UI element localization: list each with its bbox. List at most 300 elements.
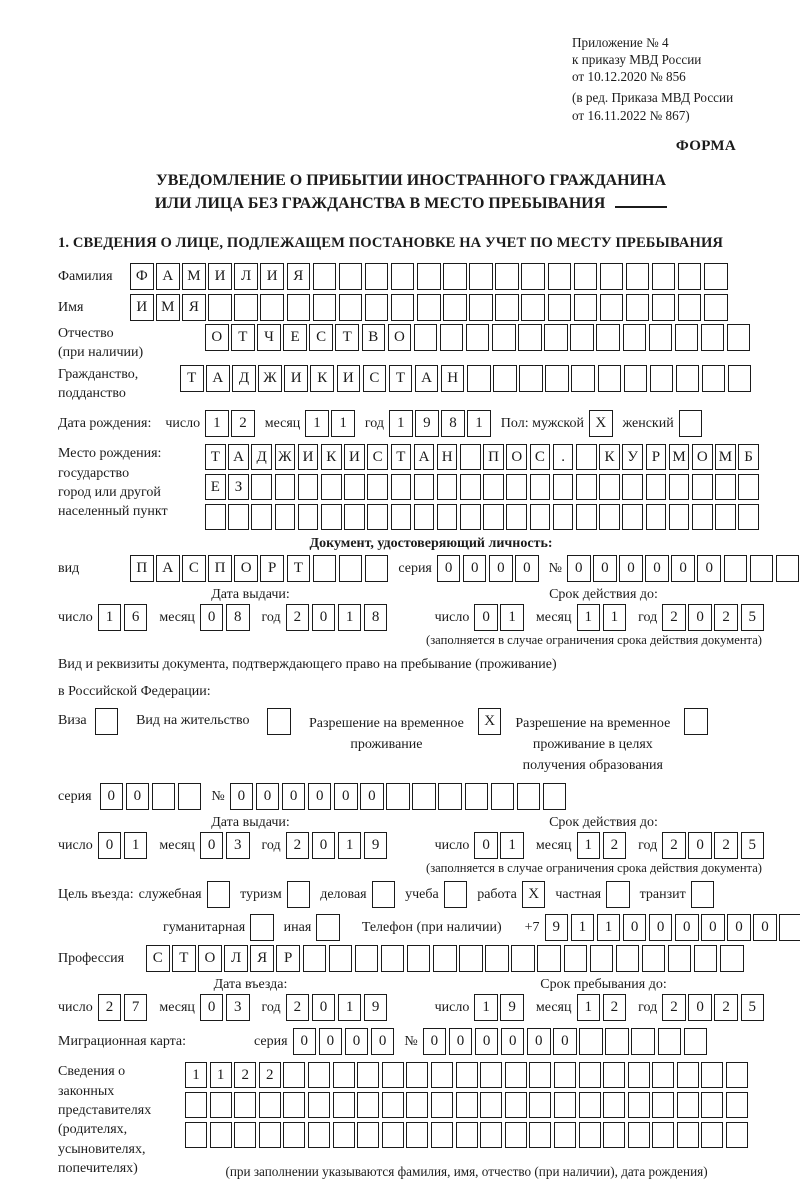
form-cell[interactable]: [365, 294, 389, 321]
form-cell[interactable]: Л: [224, 945, 248, 972]
form-cell[interactable]: [623, 324, 647, 351]
form-cell[interactable]: [576, 504, 597, 530]
form-cell[interactable]: [548, 263, 572, 290]
form-cell[interactable]: А: [156, 263, 180, 290]
form-cell[interactable]: [692, 474, 713, 500]
form-cell[interactable]: [658, 1028, 682, 1055]
form-cell[interactable]: [669, 504, 690, 530]
form-cell[interactable]: О: [506, 444, 527, 470]
form-cell[interactable]: 1: [338, 994, 362, 1021]
form-cell[interactable]: 0: [475, 1028, 499, 1055]
form-cell[interactable]: 0: [697, 555, 721, 582]
form-cell[interactable]: 8: [441, 410, 465, 437]
form-cell[interactable]: [437, 474, 458, 500]
form-cell[interactable]: Ж: [275, 444, 296, 470]
form-cell[interactable]: [600, 263, 624, 290]
form-cell[interactable]: [391, 294, 415, 321]
form-cell[interactable]: [506, 504, 527, 530]
form-cell[interactable]: 1: [500, 832, 524, 859]
form-cell[interactable]: Д: [232, 365, 256, 392]
form-cell[interactable]: [652, 294, 676, 321]
form-cell[interactable]: 2: [98, 994, 122, 1021]
form-cell[interactable]: 0: [319, 1028, 343, 1055]
form-cell[interactable]: 1: [577, 832, 601, 859]
form-cell[interactable]: П: [483, 444, 504, 470]
form-cell[interactable]: 0: [515, 555, 539, 582]
form-cell[interactable]: И: [260, 263, 284, 290]
form-cell[interactable]: 9: [545, 914, 569, 941]
form-cell[interactable]: [456, 1122, 478, 1148]
form-cell[interactable]: [414, 504, 435, 530]
form-cell[interactable]: [628, 1122, 650, 1148]
form-cell[interactable]: [382, 1062, 404, 1088]
form-cell[interactable]: .: [553, 444, 574, 470]
form-cell[interactable]: [554, 1092, 576, 1118]
form-cell[interactable]: [152, 783, 176, 810]
form-cell[interactable]: [495, 263, 519, 290]
form-cell[interactable]: [596, 324, 620, 351]
form-cell[interactable]: [339, 263, 363, 290]
form-cell[interactable]: [570, 324, 594, 351]
form-cell[interactable]: [652, 263, 676, 290]
form-cell[interactable]: [668, 945, 692, 972]
form-cell[interactable]: [417, 263, 441, 290]
form-cell[interactable]: [779, 914, 800, 941]
form-cell[interactable]: Я: [250, 945, 274, 972]
form-cell[interactable]: Р: [276, 945, 300, 972]
form-cell[interactable]: [210, 1092, 232, 1118]
form-cell[interactable]: [652, 1092, 674, 1118]
form-cell[interactable]: 2: [714, 604, 738, 631]
form-cell[interactable]: [603, 1122, 625, 1148]
form-cell[interactable]: [545, 365, 569, 392]
form-cell[interactable]: [579, 1028, 603, 1055]
form-cell[interactable]: [677, 1092, 699, 1118]
form-cell[interactable]: К: [321, 444, 342, 470]
form-cell[interactable]: [622, 504, 643, 530]
form-cell[interactable]: [303, 945, 327, 972]
form-cell[interactable]: [465, 783, 489, 810]
form-cell[interactable]: [675, 324, 699, 351]
form-cell[interactable]: [530, 474, 551, 500]
form-cell[interactable]: 1: [577, 604, 601, 631]
form-cell[interactable]: [372, 881, 396, 908]
form-cell[interactable]: [553, 504, 574, 530]
form-cell[interactable]: [483, 474, 504, 500]
form-cell[interactable]: [646, 474, 667, 500]
form-cell[interactable]: [579, 1122, 601, 1148]
form-cell[interactable]: [701, 324, 725, 351]
form-cell[interactable]: 0: [619, 555, 643, 582]
form-cell[interactable]: А: [206, 365, 230, 392]
form-cell[interactable]: 0: [701, 914, 725, 941]
form-cell[interactable]: 0: [126, 783, 150, 810]
form-cell[interactable]: И: [284, 365, 308, 392]
form-cell[interactable]: [517, 783, 541, 810]
form-cell[interactable]: [652, 1122, 674, 1148]
form-cell[interactable]: [344, 474, 365, 500]
form-cell[interactable]: [548, 294, 572, 321]
form-cell[interactable]: [367, 474, 388, 500]
form-cell[interactable]: [679, 410, 703, 437]
form-cell[interactable]: [480, 1122, 502, 1148]
form-cell[interactable]: 0: [688, 604, 712, 631]
form-cell[interactable]: [466, 324, 490, 351]
form-cell[interactable]: X: [478, 708, 502, 735]
form-cell[interactable]: 2: [662, 832, 686, 859]
form-cell[interactable]: [469, 263, 493, 290]
form-cell[interactable]: [283, 1122, 305, 1148]
form-cell[interactable]: [724, 555, 748, 582]
form-cell[interactable]: 0: [100, 783, 124, 810]
form-cell[interactable]: [738, 504, 759, 530]
form-cell[interactable]: 0: [293, 1028, 317, 1055]
form-cell[interactable]: [715, 504, 736, 530]
form-cell[interactable]: 0: [675, 914, 699, 941]
form-cell[interactable]: [599, 504, 620, 530]
form-cell[interactable]: [530, 504, 551, 530]
form-cell[interactable]: [505, 1122, 527, 1148]
form-cell[interactable]: 1: [205, 410, 229, 437]
form-cell[interactable]: М: [156, 294, 180, 321]
form-cell[interactable]: М: [182, 263, 206, 290]
form-cell[interactable]: [210, 1122, 232, 1148]
form-cell[interactable]: [684, 708, 708, 735]
form-cell[interactable]: С: [309, 324, 333, 351]
form-cell[interactable]: [678, 263, 702, 290]
form-cell[interactable]: 0: [567, 555, 591, 582]
form-cell[interactable]: С: [182, 555, 206, 582]
form-cell[interactable]: [677, 1062, 699, 1088]
form-cell[interactable]: 0: [501, 1028, 525, 1055]
form-cell[interactable]: 2: [714, 994, 738, 1021]
form-cell[interactable]: 3: [226, 994, 250, 1021]
form-cell[interactable]: Р: [646, 444, 667, 470]
form-cell[interactable]: [480, 1092, 502, 1118]
form-cell[interactable]: [316, 914, 340, 941]
form-cell[interactable]: Т: [335, 324, 359, 351]
form-cell[interactable]: [776, 555, 800, 582]
form-cell[interactable]: [333, 1092, 355, 1118]
form-cell[interactable]: [382, 1092, 404, 1118]
form-cell[interactable]: [691, 881, 715, 908]
form-cell[interactable]: [275, 474, 296, 500]
form-cell[interactable]: [437, 504, 458, 530]
form-cell[interactable]: 9: [364, 994, 388, 1021]
form-cell[interactable]: Т: [180, 365, 204, 392]
form-cell[interactable]: [726, 1122, 748, 1148]
form-cell[interactable]: 0: [282, 783, 306, 810]
form-cell[interactable]: 1: [185, 1062, 207, 1088]
form-cell[interactable]: [417, 294, 441, 321]
form-cell[interactable]: О: [198, 945, 222, 972]
form-cell[interactable]: [259, 1092, 281, 1118]
form-cell[interactable]: 0: [334, 783, 358, 810]
form-cell[interactable]: И: [130, 294, 154, 321]
form-cell[interactable]: 2: [231, 410, 255, 437]
form-cell[interactable]: 1: [124, 832, 148, 859]
form-cell[interactable]: [365, 555, 389, 582]
form-cell[interactable]: 1: [389, 410, 413, 437]
form-cell[interactable]: [456, 1092, 478, 1118]
form-cell[interactable]: [308, 1062, 330, 1088]
form-cell[interactable]: [491, 783, 515, 810]
form-cell[interactable]: [412, 783, 436, 810]
form-cell[interactable]: [234, 1122, 256, 1148]
form-cell[interactable]: [391, 504, 412, 530]
form-cell[interactable]: X: [522, 881, 546, 908]
form-cell[interactable]: [652, 1062, 674, 1088]
form-cell[interactable]: Ч: [257, 324, 281, 351]
form-cell[interactable]: [283, 1092, 305, 1118]
form-cell[interactable]: 1: [467, 410, 491, 437]
form-cell[interactable]: А: [414, 444, 435, 470]
form-cell[interactable]: [564, 945, 588, 972]
form-cell[interactable]: [606, 881, 630, 908]
form-cell[interactable]: [600, 294, 624, 321]
form-cell[interactable]: [726, 1062, 748, 1088]
form-cell[interactable]: [443, 263, 467, 290]
form-cell[interactable]: [440, 324, 464, 351]
form-cell[interactable]: 1: [474, 994, 498, 1021]
form-cell[interactable]: [267, 708, 291, 735]
form-cell[interactable]: 9: [364, 832, 388, 859]
form-cell[interactable]: О: [692, 444, 713, 470]
form-cell[interactable]: Я: [287, 263, 311, 290]
form-cell[interactable]: М: [669, 444, 690, 470]
form-cell[interactable]: [260, 294, 284, 321]
form-cell[interactable]: [537, 945, 561, 972]
form-cell[interactable]: [438, 783, 462, 810]
form-cell[interactable]: [407, 945, 431, 972]
form-cell[interactable]: В: [362, 324, 386, 351]
form-cell[interactable]: [701, 1122, 723, 1148]
form-cell[interactable]: [382, 1122, 404, 1148]
form-cell[interactable]: [529, 1062, 551, 1088]
form-cell[interactable]: [628, 1062, 650, 1088]
form-cell[interactable]: [590, 945, 614, 972]
form-cell[interactable]: [554, 1122, 576, 1148]
form-cell[interactable]: Ф: [130, 263, 154, 290]
form-cell[interactable]: Т: [172, 945, 196, 972]
form-cell[interactable]: 0: [553, 1028, 577, 1055]
form-cell[interactable]: 6: [124, 604, 148, 631]
form-cell[interactable]: [321, 504, 342, 530]
form-cell[interactable]: [720, 945, 744, 972]
form-cell[interactable]: 1: [305, 410, 329, 437]
form-cell[interactable]: 0: [671, 555, 695, 582]
form-cell[interactable]: [529, 1122, 551, 1148]
form-cell[interactable]: О: [388, 324, 412, 351]
form-cell[interactable]: 0: [474, 832, 498, 859]
form-cell[interactable]: З: [228, 474, 249, 500]
form-cell[interactable]: [704, 263, 728, 290]
form-cell[interactable]: [298, 474, 319, 500]
form-cell[interactable]: [684, 1028, 708, 1055]
form-cell[interactable]: [574, 294, 598, 321]
form-cell[interactable]: [603, 1092, 625, 1118]
form-cell[interactable]: [579, 1092, 601, 1118]
form-cell[interactable]: [519, 365, 543, 392]
form-cell[interactable]: 0: [423, 1028, 447, 1055]
form-cell[interactable]: [456, 1062, 478, 1088]
form-cell[interactable]: [701, 1062, 723, 1088]
form-cell[interactable]: П: [208, 555, 232, 582]
form-cell[interactable]: 0: [256, 783, 280, 810]
form-cell[interactable]: [391, 263, 415, 290]
form-cell[interactable]: [694, 945, 718, 972]
form-cell[interactable]: [406, 1092, 428, 1118]
form-cell[interactable]: Б: [738, 444, 759, 470]
form-cell[interactable]: И: [208, 263, 232, 290]
form-cell[interactable]: [715, 474, 736, 500]
form-cell[interactable]: 2: [603, 994, 627, 1021]
form-cell[interactable]: [259, 1122, 281, 1148]
form-cell[interactable]: [727, 324, 751, 351]
form-cell[interactable]: А: [156, 555, 180, 582]
form-cell[interactable]: 5: [741, 994, 765, 1021]
form-cell[interactable]: [414, 324, 438, 351]
form-cell[interactable]: [308, 1122, 330, 1148]
form-cell[interactable]: [185, 1122, 207, 1148]
form-cell[interactable]: [574, 263, 598, 290]
form-cell[interactable]: 0: [200, 994, 224, 1021]
form-cell[interactable]: 2: [286, 994, 310, 1021]
form-cell[interactable]: [431, 1122, 453, 1148]
form-cell[interactable]: [275, 504, 296, 530]
form-cell[interactable]: А: [228, 444, 249, 470]
form-cell[interactable]: [339, 555, 363, 582]
form-cell[interactable]: 1: [597, 914, 621, 941]
form-cell[interactable]: [287, 294, 311, 321]
form-cell[interactable]: [483, 504, 504, 530]
form-cell[interactable]: [355, 945, 379, 972]
form-cell[interactable]: Н: [437, 444, 458, 470]
form-cell[interactable]: 0: [98, 832, 122, 859]
form-cell[interactable]: О: [234, 555, 258, 582]
form-cell[interactable]: [750, 555, 774, 582]
form-cell[interactable]: [287, 881, 311, 908]
form-cell[interactable]: [333, 1122, 355, 1148]
form-cell[interactable]: М: [715, 444, 736, 470]
form-cell[interactable]: 0: [200, 604, 224, 631]
form-cell[interactable]: [460, 444, 481, 470]
form-cell[interactable]: [178, 783, 202, 810]
form-cell[interactable]: 1: [603, 604, 627, 631]
form-cell[interactable]: 0: [312, 604, 336, 631]
form-cell[interactable]: П: [130, 555, 154, 582]
form-cell[interactable]: [678, 294, 702, 321]
form-cell[interactable]: [626, 263, 650, 290]
form-cell[interactable]: [431, 1062, 453, 1088]
form-cell[interactable]: [505, 1092, 527, 1118]
form-cell[interactable]: Т: [391, 444, 412, 470]
form-cell[interactable]: Е: [205, 474, 226, 500]
form-cell[interactable]: [529, 1092, 551, 1118]
form-cell[interactable]: [616, 945, 640, 972]
form-cell[interactable]: [702, 365, 726, 392]
form-cell[interactable]: [511, 945, 535, 972]
form-cell[interactable]: О: [205, 324, 229, 351]
form-cell[interactable]: 2: [286, 832, 310, 859]
form-cell[interactable]: И: [298, 444, 319, 470]
form-cell[interactable]: [631, 1028, 655, 1055]
form-cell[interactable]: 0: [230, 783, 254, 810]
form-cell[interactable]: [692, 504, 713, 530]
form-cell[interactable]: 1: [577, 994, 601, 1021]
form-cell[interactable]: 2: [234, 1062, 256, 1088]
form-cell[interactable]: 1: [571, 914, 595, 941]
form-cell[interactable]: У: [622, 444, 643, 470]
form-cell[interactable]: [738, 474, 759, 500]
form-cell[interactable]: 0: [437, 555, 461, 582]
form-cell[interactable]: [365, 263, 389, 290]
form-cell[interactable]: [669, 474, 690, 500]
form-cell[interactable]: 1: [338, 604, 362, 631]
form-cell[interactable]: [357, 1122, 379, 1148]
form-cell[interactable]: [553, 474, 574, 500]
form-cell[interactable]: 1: [331, 410, 355, 437]
form-cell[interactable]: И: [337, 365, 361, 392]
form-cell[interactable]: 0: [371, 1028, 395, 1055]
form-cell[interactable]: [495, 294, 519, 321]
form-cell[interactable]: Ж: [258, 365, 282, 392]
form-cell[interactable]: 0: [649, 914, 673, 941]
form-cell[interactable]: [544, 324, 568, 351]
form-cell[interactable]: [433, 945, 457, 972]
form-cell[interactable]: [467, 365, 491, 392]
form-cell[interactable]: [649, 324, 673, 351]
form-cell[interactable]: [506, 474, 527, 500]
form-cell[interactable]: 0: [753, 914, 777, 941]
form-cell[interactable]: Т: [287, 555, 311, 582]
form-cell[interactable]: [308, 1092, 330, 1118]
form-cell[interactable]: 3: [226, 832, 250, 859]
form-cell[interactable]: 0: [200, 832, 224, 859]
form-cell[interactable]: И: [344, 444, 365, 470]
form-cell[interactable]: [234, 1092, 256, 1118]
form-cell[interactable]: Я: [182, 294, 206, 321]
form-cell[interactable]: [205, 504, 226, 530]
form-cell[interactable]: 0: [688, 832, 712, 859]
form-cell[interactable]: [521, 294, 545, 321]
form-cell[interactable]: [518, 324, 542, 351]
form-cell[interactable]: А: [415, 365, 439, 392]
form-cell[interactable]: [485, 945, 509, 972]
form-cell[interactable]: [605, 1028, 629, 1055]
form-cell[interactable]: [207, 881, 231, 908]
form-cell[interactable]: [431, 1092, 453, 1118]
form-cell[interactable]: 0: [688, 994, 712, 1021]
form-cell[interactable]: [701, 1092, 723, 1118]
form-cell[interactable]: [599, 474, 620, 500]
form-cell[interactable]: [646, 504, 667, 530]
form-cell[interactable]: 7: [124, 994, 148, 1021]
form-cell[interactable]: [704, 294, 728, 321]
form-cell[interactable]: [313, 294, 337, 321]
form-cell[interactable]: X: [589, 410, 613, 437]
form-cell[interactable]: [728, 365, 752, 392]
form-cell[interactable]: 0: [474, 604, 498, 631]
form-cell[interactable]: 0: [645, 555, 669, 582]
form-cell[interactable]: [521, 263, 545, 290]
form-cell[interactable]: С: [363, 365, 387, 392]
form-cell[interactable]: [598, 365, 622, 392]
form-cell[interactable]: [726, 1092, 748, 1118]
form-cell[interactable]: [250, 914, 274, 941]
form-cell[interactable]: 2: [714, 832, 738, 859]
form-cell[interactable]: 2: [662, 994, 686, 1021]
